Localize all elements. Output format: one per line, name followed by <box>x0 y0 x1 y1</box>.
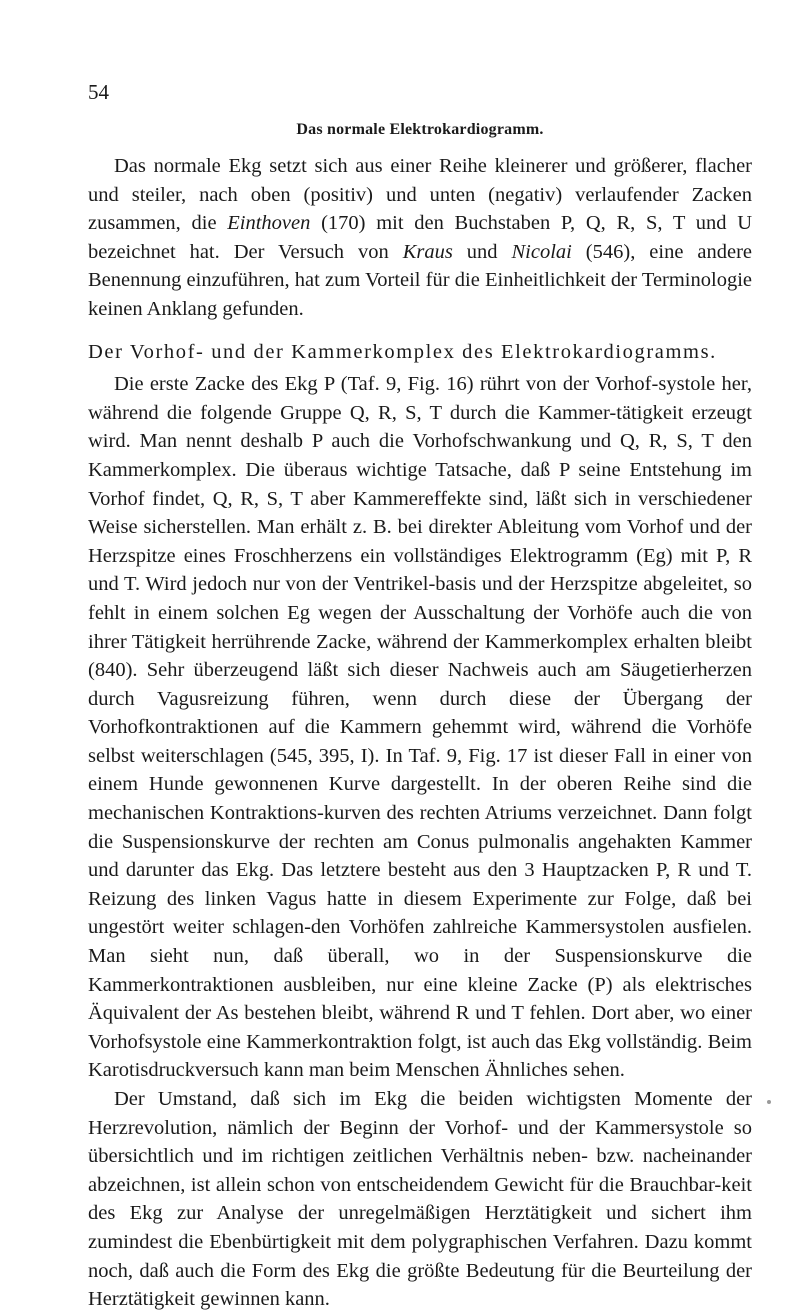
intro-text-c: und <box>452 240 512 263</box>
intro-text-b: (170) mit den Buchstaben P, Q, R, S, T und U bezeichnet hat. Der Versuch von <box>88 212 753 263</box>
paragraph-complex: Die erste Zacke des Ekg P (Taf. 9, Fig. 16) rührt von der Vorhof-systole her, während die folgende Gruppe Q, R, S, T durch die Kammer-tätigkeit erzeugt wird. Man nennt deshalb P auch die Vorhofschwankung und Q, R, S, T den Kammerkomplex. Die überaus wichtige Tatsache, daß P seine Entstehung im Vorhof findet, Q, R, S, T aber Kammereffekte sind, läßt sich in verschiedener Weise sicherstellen. Man erhält z. B. bei direkter Ableitung vom Vorhof und der Herzspitze eines Froschherzens ein vollständiges Elektrogramm (Eg) mit P, R und T. Wird jedoch nur von der Ventrikel-basis und der Herzspitze abgeleitet, so fehlt in einem solchen Eg wegen der Ausschaltung der Vorhöfe auch die von ihrer Tätigkeit herrührende Zacke, während der Kammerkomplex erhalten bleibt (840). Sehr überzeugend läßt sich dieser Nachweis auch am Säugetierherzen durch Vagusreizung führen, wenn durch diese der Übergang der Vorhofkontraktionen auf die Kammern gehemmt wird, während die Vorhöfe selbst weiterschlagen (545, 395, I). In Taf. 9, Fig. 17 ist dieser Fall in einer von einem Hunde gewonnenen Kurve dargestellt. In der oberen Reihe sind die mechanischen Kontraktions-kurven des rechten Atriums verzeichnet. Dann folgt die Suspensionskurve der rechten am Conus pulmonalis angehakten Kammer und darunter das Ekg. Das letztere besteht aus den 3 Hauptzacken P, R und T. Reizung des linken Vagus hatte in diesem Experimente zur Folge, daß bei ungestört weiter schlagen-den Vorhöfen zahlreiche Kammersystolen ausfielen. Man sieht nun, daß überall, wo in der Suspensionskurve die Kammerkontraktionen ausbleiben, nur eine kleine Zacke (P) als elektrisches Äquivalent der As bestehen bleibt, während R und T fehlen. Dort aber, wo einer Vorhofsystole eine Kammerkontraktion folgt, ist auch das Ekg vollständig. Beim Karotisdruckversuch kann man beim Menschen Ähnliches sehen. <box>88 373 752 1082</box>
intro-text-d: (546), eine andere Benennung einzuführen, hat zum Vorteil für die Einheitlichkeit der Terminologie keinen Anklang gefunden. <box>88 240 753 320</box>
intro-text-a: Das normale Ekg setzt sich aus einer Reihe kleinerer und größerer, flacher und steiler, nach oben (positiv) und unten (negativ) verlaufender Zacken zusammen, die <box>88 155 752 235</box>
author-nicolai: Nicolai <box>511 240 572 263</box>
text-body <box>88 118 752 1314</box>
chapter-title: Das normale Elektrokardiogramm. <box>296 121 544 138</box>
author-einthoven: Einthoven <box>227 212 311 235</box>
author-kraus: Kraus <box>402 240 453 263</box>
section-heading: Der Vorhof- und der Kammerkomplex des Elektrokardiogramms. <box>88 340 717 363</box>
margin-dot <box>767 1100 771 1104</box>
paragraph-conclusion: Der Umstand, daß sich im Ekg die beiden wichtigsten Momente der Herzrevolution, nämlich der Beginn der Vorhof- und der Kammersystole so übersichtlich und im richtigen zeitlichen Verhältnis neben- bzw. nacheinander abzeichnen, ist allein schon von entscheidendem Gewicht für die Brauchbar-keit des Ekg zur Analyse der unregelmäßigen Herztätigkeit und sichert ihm zumindest die Ebenbürtigkeit mit dem polygraphischen Verfahren. Dazu kommt noch, daß auch die Form des Ekg die größte Bedeutung für die Beurteilung der Herztätigkeit gewinnen kann. <box>88 1088 752 1311</box>
paragraph-intro <box>88 152 752 324</box>
page-number: 54 <box>88 80 109 104</box>
